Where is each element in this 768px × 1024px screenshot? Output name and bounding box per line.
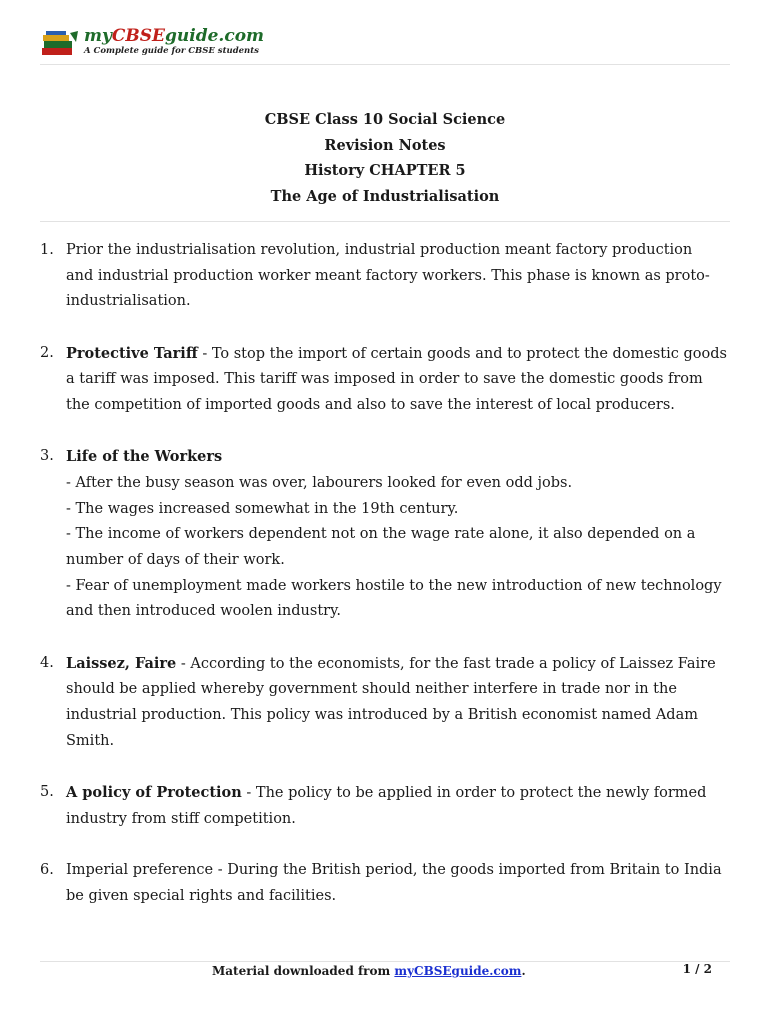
list-item-heading: Life of the Workers (66, 448, 223, 466)
list-item (40, 238, 730, 315)
list-number: 2. (40, 344, 54, 361)
page-footer (40, 962, 730, 984)
title-line-4: The Age of Industrialisation (270, 187, 500, 205)
footer-text: Material downloaded from myCBSEguide.com. (212, 964, 526, 978)
title-divider (40, 221, 730, 222)
heading-separator: - (241, 784, 256, 801)
heading-separator: - (176, 655, 191, 672)
list-item-line: the competition of imported goods and also to save the interest of local producers. (66, 397, 675, 414)
list-item-line: Smith. (66, 732, 115, 749)
list-item-text: According to the economists, for the fast trade a policy of Laissez Faire (190, 655, 716, 672)
list-item-line: - Fear of unemployment made workers hostile to the new introduction of new technology (66, 577, 722, 594)
list-item (40, 780, 730, 832)
list-item-line: - The income of workers dependent not on the wage rate alone, it also depended on a (66, 526, 696, 543)
list-item-line: number of days of their work. (66, 552, 285, 569)
list-item-line: - After the busy season was over, labourers looked for even odd jobs. (66, 474, 573, 491)
list-item (40, 341, 730, 419)
page-number: 1 / 2 (682, 962, 712, 976)
site-logo[interactable] (40, 26, 300, 60)
list-item-text: To stop the import of certain goods and to protect the domestic goods (211, 345, 727, 362)
list-item-line: a tariff was imposed. This tariff was imposed in order to save the domestic goods from (66, 371, 703, 388)
heading-separator: - (197, 345, 212, 362)
notes-list (40, 238, 730, 935)
list-item-text: The policy to be applied in order to protect the newly formed (255, 784, 707, 801)
list-item-line: - The wages increased somewhat in the 19th century. (66, 500, 459, 517)
list-number: 4. (40, 654, 54, 671)
page-header (40, 22, 730, 65)
title-line-1: CBSE Class 10 Social Science (264, 111, 506, 128)
list-item-line: Prior the industrialisation revolution, industrial production meant factory production (66, 242, 693, 258)
list-item-line: be given special rights and facilities. (66, 887, 337, 904)
list-item (40, 444, 730, 625)
list-item-heading: A policy of Protection (66, 783, 242, 801)
logo-wordmark: myCBSEguide.com (84, 26, 265, 46)
list-item-line: industrialisation. (66, 293, 191, 310)
list-number: 3. (40, 448, 54, 465)
list-item (40, 651, 730, 755)
list-item-line (66, 341, 730, 368)
list-item-heading: Laissez, Faire (66, 654, 177, 672)
list-item-line: and industrial production worker meant factory workers. This phase is known as proto- (66, 267, 710, 284)
list-item-line (66, 780, 730, 807)
list-number: 6. (40, 861, 54, 878)
list-item-line: industrial production. This policy was introduced by a British economist named Adam (66, 707, 698, 724)
list-number: 1. (40, 242, 54, 258)
title-line-2: Revision Notes (324, 136, 446, 154)
books-icon (40, 30, 80, 58)
list-item-line: should be applied whereby government should neither interfere in trade nor in the (66, 681, 677, 698)
title-line-3: History CHAPTER 5 (304, 162, 466, 179)
list-item-line: and then introduced woolen industry. (66, 603, 341, 620)
logo-tagline: A Complete guide for CBSE students (84, 46, 259, 56)
list-item-line (66, 444, 730, 471)
list-item-heading: Protective Tariff (66, 344, 198, 362)
list-item-line: Imperial preference - During the British period, the goods imported from Britain to India (66, 861, 722, 878)
document-title (40, 107, 730, 209)
footer-link[interactable]: myCBSEguide.com (394, 964, 522, 978)
list-item-line (66, 651, 730, 678)
list-number: 5. (40, 783, 54, 800)
list-item (40, 858, 730, 909)
list-item-line: industry from stiff competition. (66, 810, 296, 827)
